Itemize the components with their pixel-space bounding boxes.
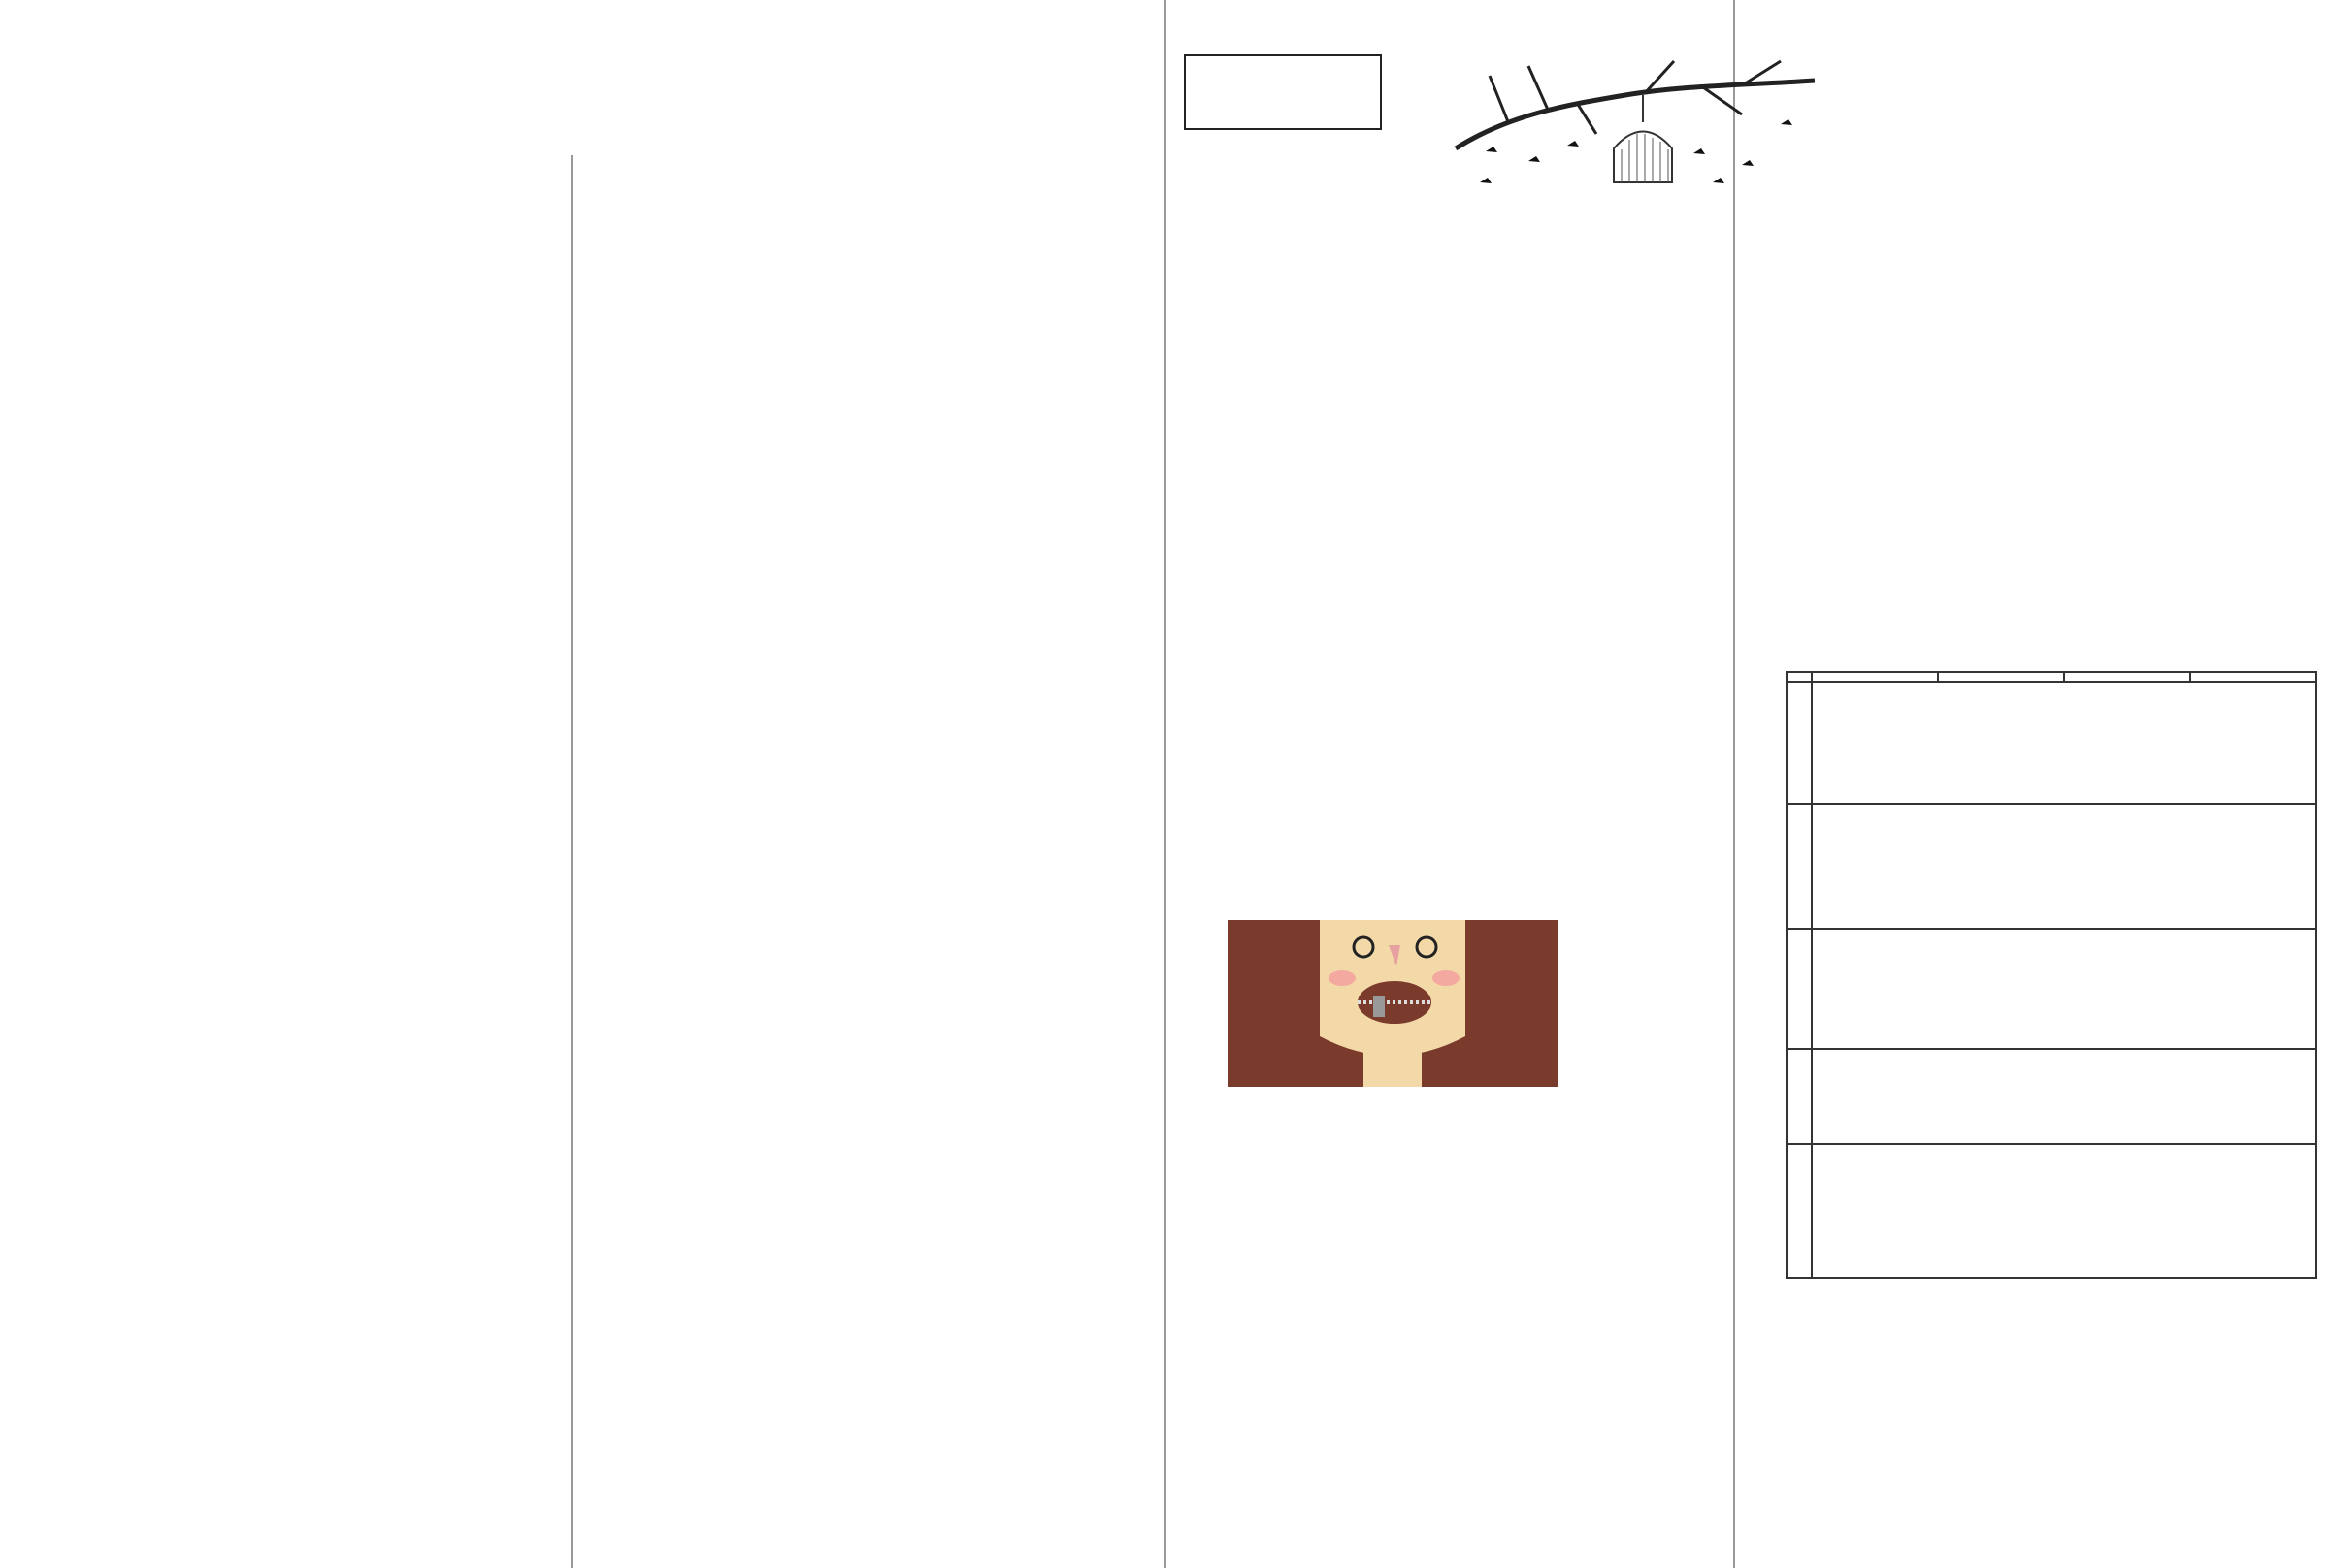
row-number <box>1787 682 1812 804</box>
column-divider <box>571 155 573 1568</box>
fill-sentence[interactable] <box>1812 804 2316 929</box>
fill-sentence[interactable] <box>1812 1049 2316 1144</box>
word-bank-cell <box>1938 672 2064 682</box>
word-bank-cell <box>2190 672 2316 682</box>
column-divider <box>1733 0 1735 1568</box>
word-bank-cell <box>1787 672 1812 682</box>
fill-in-table <box>1786 671 2317 1279</box>
zipped-mouth-image <box>1228 920 1558 1087</box>
word-bank-cell <box>2064 672 2190 682</box>
fill-sentence[interactable] <box>1812 1144 2316 1278</box>
score-box <box>1184 54 1382 130</box>
birdcage-image <box>1451 56 1820 192</box>
row-number <box>1787 1144 1812 1278</box>
fill-sentence[interactable] <box>1812 929 2316 1049</box>
row-number <box>1787 929 1812 1049</box>
row-number <box>1787 1049 1812 1144</box>
fill-sentence[interactable] <box>1812 682 2316 804</box>
row-number <box>1787 804 1812 929</box>
word-bank-cell <box>1812 672 1938 682</box>
word-bank-row <box>1787 672 2316 682</box>
page-divider <box>1164 0 1166 1568</box>
